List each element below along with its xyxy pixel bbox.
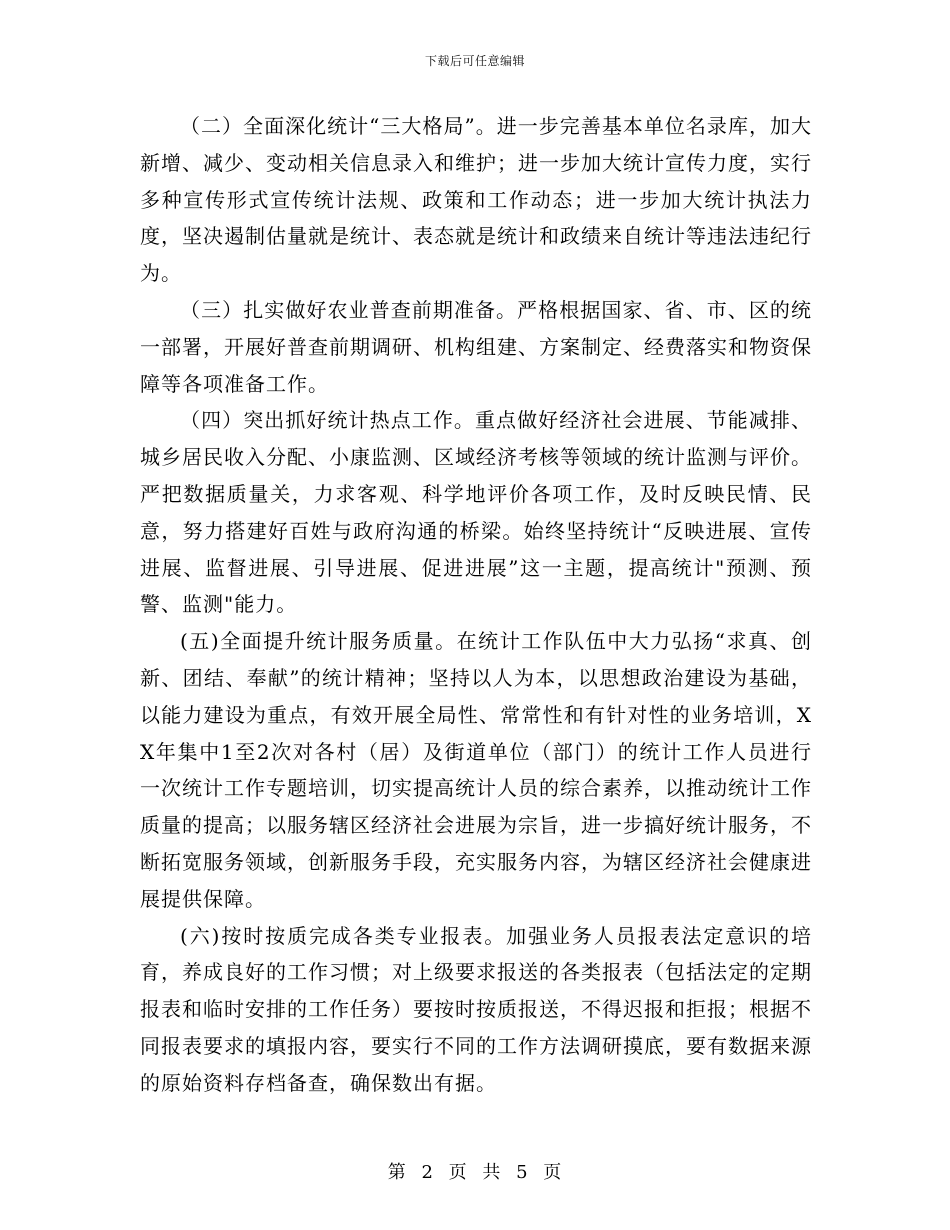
paragraph-4: （四）突出抓好统计热点工作。重点做好经济社会进展、节能减排、城乡居民收入分配、小康监测、区域经济考核等领域的统计监测与评价。严把数据质量关，力求客观、科学地评价各项工作，及时反映民情、民意，努力搭建好百姓与政府沟通的桥梁。始终坚持统计“反映进展、宣传进展、监督进展、引导进展、促进进展”这一主题，提高统计"预测、预警、监测"能力。 — [140, 408, 812, 617]
footer-total-label: 页 — [543, 1162, 563, 1183]
footer-page-label: 页 — [448, 1162, 468, 1183]
page-footer — [0, 1158, 950, 1184]
paragraph-3: （三）扎实做好农业普查前期准备。严格根据国家、省、市、区的统一部署，开展好普查前期调研、机构组建、方案制定、经费落实和物资保障等各项准备工作。 — [140, 297, 812, 396]
document-body — [140, 108, 812, 1102]
footer-total-pages: 5 — [516, 1162, 529, 1183]
footer-total-prefix: 共 — [482, 1162, 502, 1183]
paragraph-6: (六)按时按质完成各类专业报表。加强业务人员报表法定意识的培育，养成良好的工作习惯；对上级要求报送的各类报表（包括法定的定期报表和临时安排的工作任务）要按时按质报送，不得迟报和拒报；根据不同报表要求的填报内容，要实行不同的工作方法调研摸底，要有数据来源的原始资料存档备查，确保数出有据。 — [140, 923, 812, 1095]
footer-prefix: 第 — [387, 1162, 407, 1183]
page-header: 下载后可任意编辑 — [424, 54, 525, 68]
footer-page-number: 2 — [421, 1162, 434, 1183]
paragraph-5: (五)全面提升统计服务质量。在统计工作队伍中大力弘扬“求真、创新、团结、奉献”的统计精神；坚持以人为本，以思想政治建设为基础，以能力建设为重点，有效开展全局性、常常性和有针对性的业务培训，XX年集中1至2次对各村（居）及街道单位（部门）的统计工作人员进行一次统计工作专题培训，切实提高统计人员的综合素养，以推动统计工作质量的提高；以服务辖区经济社会进展为宗旨，进一步搞好统计服务，不断拓宽服务领域，创新服务手段，充实服务内容，为辖区经济社会健康进展提供保障。 — [140, 629, 812, 911]
paragraph-2: （二）全面深化统计“三大格局”。进一步完善基本单位名录库，加大新增、减少、变动相关信息录入和维护；进一步加大统计宣传力度，实行多种宣传形式宣传统计法规、政策和工作动态；进一步加大统计执法力度，坚决遏制估量就是统计、表态就是统计和政绩来自统计等违法违纪行为。 — [140, 114, 812, 286]
